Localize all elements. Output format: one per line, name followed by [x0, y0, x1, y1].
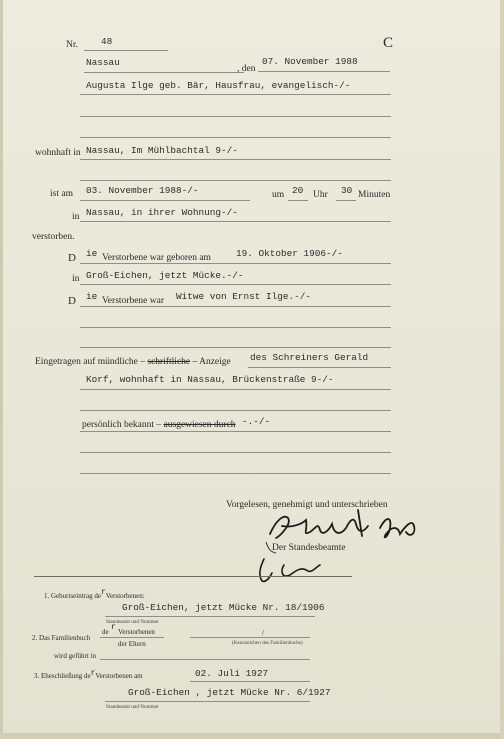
typed-suffix: ie [86, 291, 98, 302]
entry-number-line [84, 50, 168, 51]
entry-number: 48 [101, 36, 113, 47]
marital-label: Verstorbene war [102, 296, 164, 306]
note-birth-line [105, 616, 315, 617]
identity-line [80, 431, 391, 432]
blank-line [80, 347, 391, 348]
note-marriage-line [105, 701, 310, 702]
blank-line [80, 137, 391, 138]
blank-line [80, 410, 391, 411]
deceased-name: Augusta Ilge geb. Bär, Hausfrau, evangelisch-/- [86, 80, 351, 91]
death-date-line [80, 200, 250, 201]
registrar-signature [250, 555, 350, 585]
marital-line [80, 306, 391, 307]
minute-line [336, 200, 356, 201]
identity-fill: -.-/- [242, 416, 271, 427]
registrar-label: Der Standesbeamte [272, 543, 346, 553]
blank-line [80, 180, 391, 181]
place-line [84, 72, 244, 73]
minuten-label: Minuten [358, 190, 391, 200]
blank-line [80, 327, 391, 328]
death-date: 03. November 1988-/- [86, 185, 199, 196]
birth-date: 19. Oktober 1906-/- [236, 248, 343, 259]
birth-place: Groß-Eichen, jetzt Mücke.-/- [86, 270, 244, 281]
den-label: , den [237, 64, 256, 74]
note-birth-caption: Standesamt und Nummer [106, 619, 159, 625]
birth-line [80, 263, 391, 264]
death-place: Nassau, in ihrer Wohnung-/- [86, 207, 238, 218]
blank-line [80, 473, 391, 474]
hour-line [288, 200, 308, 201]
registry-date: 07. November 1988 [262, 56, 358, 67]
residence-line [80, 159, 391, 160]
name-line [80, 94, 391, 95]
note-family-slash: / [262, 629, 264, 637]
note-family-where-line [100, 659, 310, 660]
informant-line [248, 367, 391, 368]
note-family-caption: (Kennzeichen des Familienbuchs) [232, 640, 303, 646]
blank-line [80, 116, 391, 117]
date-line [258, 71, 390, 72]
note-marriage-date: 02. Juli 1927 [195, 668, 269, 679]
informant-line-2: Korf, wohnhaft in Nassau, Brückenstraße 9-/- [86, 374, 334, 385]
typed-suffix: ie [86, 248, 98, 259]
nr-label: Nr. [66, 40, 78, 50]
registration-label: Eingetragen auf mündliche – schriftliche – Anzeige [35, 357, 231, 367]
birth-place-line [80, 284, 391, 285]
note-birth-label: 1. Geburtseintrag derVerstorbenen: [44, 588, 145, 600]
note-family-where: wird geführt in [54, 652, 96, 660]
corner-letter: C [383, 35, 394, 51]
note-family-split [100, 637, 164, 638]
informant-line [80, 389, 391, 390]
d-letter: D [68, 252, 76, 264]
um-label: um [272, 190, 285, 200]
blank-line [80, 452, 391, 453]
marital-status: Witwe von Ernst Ilge.-/- [176, 291, 312, 302]
birth-label: Verstorbene war geboren am [102, 253, 211, 263]
note-family-typed: r [111, 623, 116, 632]
death-date-label: ist am [50, 189, 73, 199]
note-marriage-caption: Standesamt und Nummer [106, 704, 159, 710]
note-family-deceased: Verstorbenen [118, 628, 155, 636]
death-place-line [80, 221, 391, 222]
informant-line-1: des Schreiners Gerald [250, 352, 369, 363]
uhr-label: Uhr [313, 190, 328, 200]
identity-label: persönlich bekannt – ausgewiesen durch [82, 420, 236, 430]
note-birth-value: Groß-Eichen, jetzt Mücke Nr. 18/1906 [122, 602, 325, 613]
residence-label: wohnhaft in [35, 148, 81, 158]
birth-place-label: in [72, 274, 80, 284]
informant-signature [262, 506, 432, 546]
death-place-label: in [72, 212, 80, 222]
bottom-edge [0, 733, 504, 739]
verstorben-label: verstorben. [32, 232, 75, 242]
death-hour: 20 [292, 185, 304, 196]
d-letter: D [68, 295, 76, 307]
note-marriage-label: 3. Eheschließung derVerstorbenen am [34, 669, 143, 680]
read-approved-label: Vorgelesen, genehmigt und unterschrieben [226, 500, 388, 510]
registry-place: Nassau [86, 57, 120, 68]
note-family-label: 2. Das Familienbuch [32, 634, 91, 642]
note-family-parents: der Eltern [118, 640, 146, 648]
note-family-de: de [102, 628, 109, 636]
note-marriage-date-line [190, 681, 310, 682]
note-marriage-value: Groß-Eichen , jetzt Mücke Nr. 6/1927 [128, 687, 331, 698]
notes-separator [34, 576, 352, 577]
residence: Nassau, Im Mühlbachtal 9-/- [86, 145, 238, 156]
death-minute: 30 [341, 185, 353, 196]
note-family-line [190, 637, 310, 638]
